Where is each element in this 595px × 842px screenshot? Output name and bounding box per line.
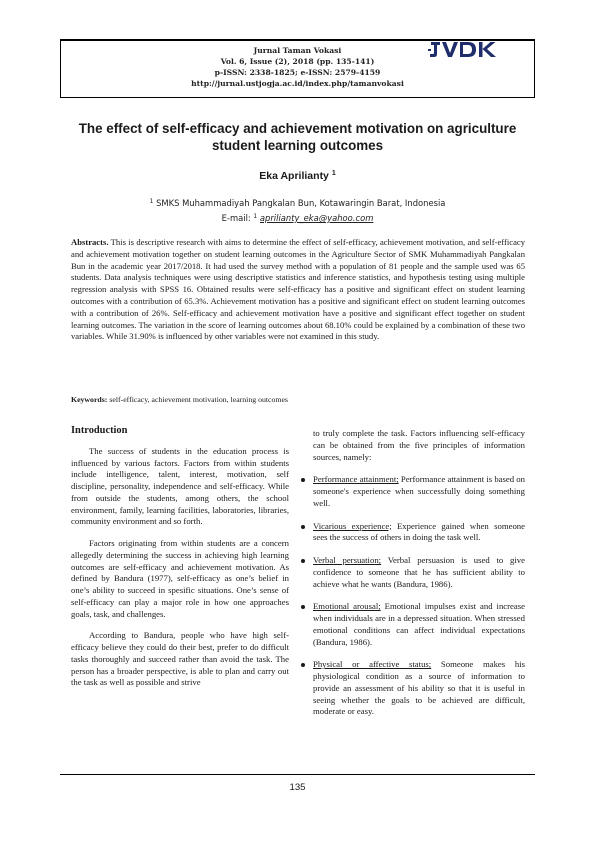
- source-term: Verbal persuation;: [313, 555, 382, 565]
- affiliation-marker: 1: [149, 198, 154, 205]
- source-term: Vicarious experience;: [313, 520, 392, 531]
- author-marker: 1: [331, 170, 336, 177]
- email-label: E-mail:: [221, 213, 251, 223]
- keywords-label: Keywords:: [71, 395, 108, 404]
- information-sources-list: [313, 474, 525, 718]
- right-column: [313, 428, 525, 729]
- source-term: Performance attainment;: [313, 474, 399, 485]
- source-text: Performance attainment is based on someone's experience when successfully doing something well.: [313, 474, 525, 508]
- list-item: [313, 521, 525, 545]
- affiliation-line: [80, 195, 515, 210]
- abstract-label: Abstracts.: [71, 237, 109, 247]
- journal-issn: p-ISSN: 2338-1825; e-ISSN: 2579-4159: [214, 68, 381, 77]
- list-item: [313, 659, 525, 718]
- page-number: 135: [289, 782, 306, 793]
- intro-paragraph-2: Factors originating from within students are a concern allegedly determining the success in achieving high learning outcomes are self-efficacy and achievement motivation. As defined by Bandura (1977), self-efficacy as one’s belief in one’s ability to succeed in spesific situations. One’s sense of self-efficacy can play a major role in how one approaches goals, task, and challenges.: [71, 538, 289, 619]
- source-text: Emotional impulses exist and increase when individuals are in a depressed situation. When stressed emotional conditions can affect individual expectations (Bandura, 1986).: [313, 601, 525, 647]
- paper-title: The effect of self-efficacy and achievement motivation on agriculture student learning outcomes: [78, 121, 517, 153]
- journal-url[interactable]: http://jurnal.ustjogja.ac.id/index.php/tamanvokasi: [191, 79, 404, 88]
- list-item: [313, 601, 525, 648]
- intro-continuation: to truly complete the task. Factors influencing self-efficacy can be obtained from the five principles of information sources, namely:: [313, 428, 525, 462]
- keywords: [71, 395, 525, 404]
- section-heading-introduction: Introduction: [71, 425, 128, 436]
- list-item: [313, 474, 525, 509]
- footer-divider: [60, 774, 535, 775]
- journal-name: Jurnal Taman Vokasi: [253, 46, 342, 55]
- keywords-text: self-efficacy, achievement motivation, learning outcomes: [109, 395, 288, 404]
- source-term: Emotional arousal;: [313, 601, 381, 612]
- email-link[interactable]: aprilianty_eka@yahoo.com: [259, 213, 374, 223]
- author-name: Eka Aprilianty: [259, 170, 329, 182]
- intro-paragraph-3: According to Bandura, people who have high self-efficacy believe they could do their best, prefer to do difficult tasks thoroughly and succeed rather than avoid the task. The person has a broader perspective, is able to plan and carry out the task as well as possible and strive: [71, 630, 289, 688]
- list-item: [313, 555, 525, 590]
- author-line: [100, 170, 495, 182]
- email-line: [80, 210, 515, 225]
- affiliation-institution: SMKS Muhammadiyah Pangkalan Bun, Kotawaringin Barat, Indonesia: [156, 198, 446, 208]
- source-term: Physical or affective status;: [313, 659, 432, 670]
- abstract-text: This is descriptive research with aims to determine the effect of self-efficacy, achievement motivation, and self-efficacy and achievement motivation together on student learning outcomes in the Agriculture Sector of SMK Muhammadiyah Pangkalan Bun in the academic year 2017/2018. It had used the survey method with a population of 81 people and the sample used was 65 students. Data analysis techniques were using descriptive statistics and inference statistics, and hypothesis testing using multiple regression analysis with SPSS 16. Obtained results were self-efficacy has a positive and significant effect on student learning outcomes with a contribution of 65.3%. Achievement motivation has a positive and significant effect on student learning outcomes with a contribution of 26%. Self-efficacy and achievement motivation have a positive and significant effect together on student learning outcomes. The variation in the score of learning outcomes about 68.10% could be explained by a combination of these two variables. While 31.90% is influenced by other variables were not examined in this study.: [71, 237, 525, 342]
- email-marker: 1: [253, 213, 258, 220]
- source-text: Experience gained when someone sees the success of others in doing the task well.: [313, 520, 525, 543]
- journal-logo: [428, 40, 504, 59]
- source-text: Verbal persuasion is used to give confidence to someone that he has sufficient ability to achieve what he wants (Bandura, 1986).: [313, 555, 526, 589]
- affiliation-block: [80, 195, 515, 225]
- journal-volume: Vol. 6, Issue (2), 2018 (pp. 135-141): [220, 57, 375, 66]
- abstract: [71, 237, 525, 343]
- left-column: [71, 426, 289, 699]
- source-text: Someone makes his physiological condition as a source of information to provide an assessment of his ability so that it is useful in seeing whether the goals to be achieved are difficult, moderate or easy.: [313, 659, 525, 717]
- intro-paragraph-1: The success of students in the education process is influenced by various factors. Factors from within students include intelligence, talent, interest, motivation, self discipline, personality, independence and self-efficacy. While from outside the students, among others, the school environment, family, learning facilities, laboratories, libraries, community environment and so forth.: [71, 445, 289, 527]
